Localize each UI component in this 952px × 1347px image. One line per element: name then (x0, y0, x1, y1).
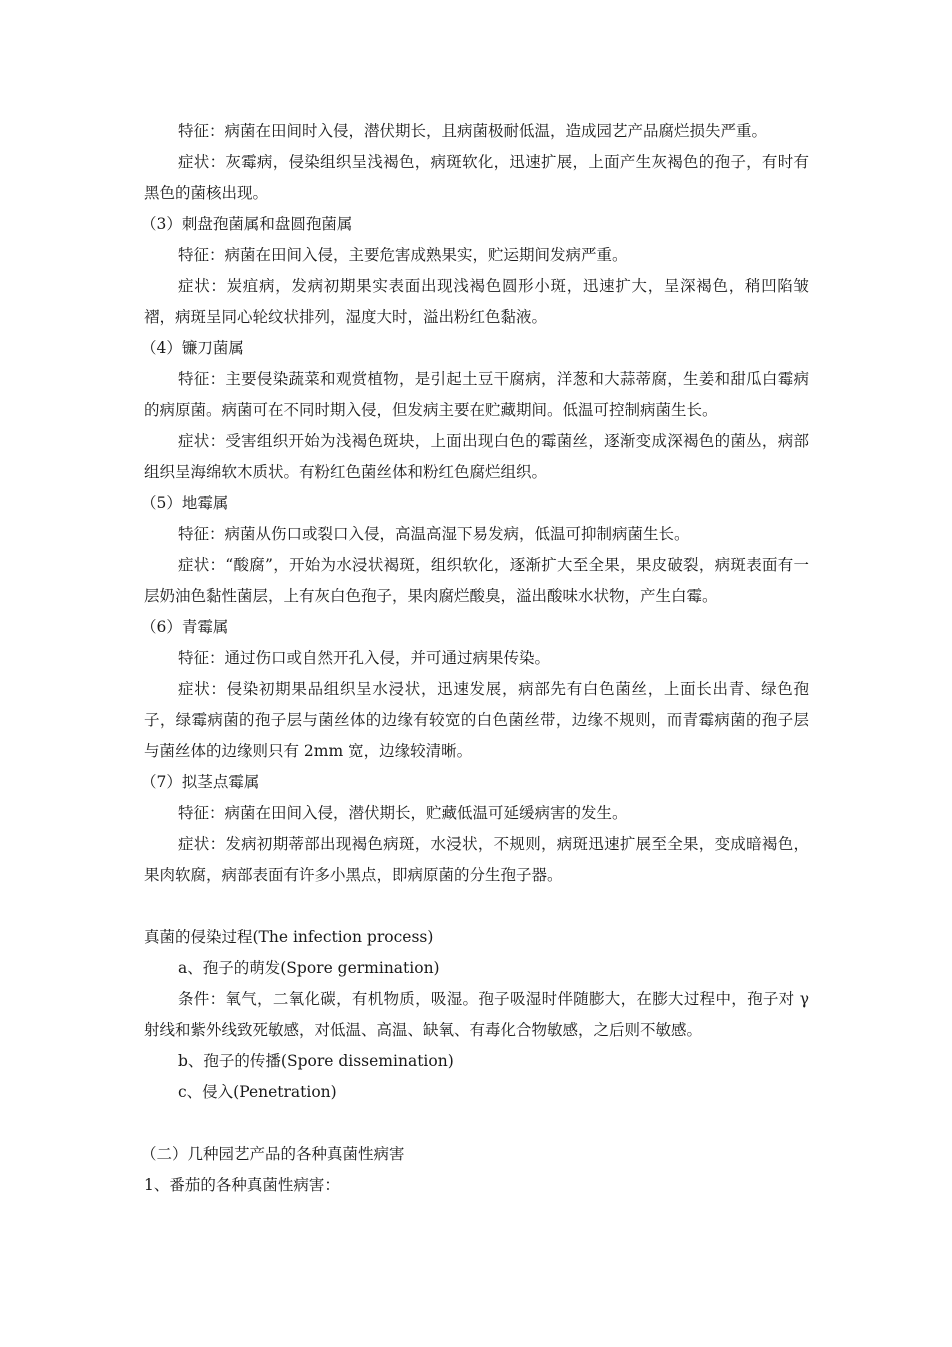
section-heading-penicillium: （6）青霉属 (141, 618, 229, 636)
paragraph-feature-intro: 特征：病菌在田间时入侵，潜伏期长，且病菌极耐低温，造成园艺产品腐烂损失严重。 (178, 122, 768, 140)
section-heading-horticultural-diseases: （二）几种园艺产品的各种真菌性病害 (141, 1145, 405, 1163)
section-heading-fusarium: （4）镰刀菌属 (141, 339, 244, 357)
list-item-penetration: c、侵入(Penetration) (178, 1083, 337, 1101)
paragraph-symptom-penicillium: 症状：侵染初期果品组织呈水浸状，迅速发展，病部先有白色菌丝，上面长出青、绿色孢子，绿霉病菌的孢子层与菌丝体的边缘有较宽的白色菌丝带，边缘不规则，而青霉病菌的孢子层与菌丝体的边缘则只有 2mm 宽，边缘较清晰。 (144, 680, 809, 760)
blank-line (144, 891, 809, 922)
paragraph-feature-geotrichum: 特征：病菌从伤口或裂口入侵，高温高湿下易发病，低温可抑制病菌生长。 (178, 525, 690, 543)
list-item-spore-dissemination: b、孢子的传播(Spore dissemination) (178, 1052, 454, 1070)
blank-line (144, 1108, 809, 1139)
paragraph-germination-conditions: 条件：氧气，二氧化碳，有机物质，吸湿。孢子吸湿时伴随膨大，在膨大过程中，孢子对 γ 射线和紫外线致死敏感，对低温、高温、缺氧、有毒化合物敏感，之后则不敏感。 (144, 990, 809, 1039)
subsection-heading-tomato: 1、番茄的各种真菌性病害： (144, 1176, 340, 1194)
paragraph-symptom-sour-rot: 症状：“酸腐”，开始为水浸状褐斑，组织软化，逐渐扩大至全果，果皮破裂，病斑表面有一层奶油色黏性菌层，上有灰白色孢子，果肉腐烂酸臭，溢出酸味水状物，产生白霉。 (144, 556, 809, 605)
paragraph-feature-phomopsis: 特征：病菌在田间入侵，潜伏期长，贮藏低温可延缓病害的发生。 (178, 804, 628, 822)
list-item-spore-germination: a、孢子的萌发(Spore germination) (178, 959, 440, 977)
paragraph-symptom-anthracnose: 症状：炭疽病，发病初期果实表面出现浅褐色圆形小斑，迅速扩大，呈深褐色，稍凹陷皱褶，病斑呈同心轮纹状排列，湿度大时，溢出粉红色黏液。 (144, 277, 809, 326)
paragraph-feature-fusarium: 特征：主要侵染蔬菜和观赏植物，是引起土豆干腐病，洋葱和大蒜蒂腐，生姜和甜瓜白霉病的病原菌。病菌可在不同时期入侵，但发病主要在贮藏期间。低温可控制病菌生长。 (144, 370, 809, 419)
section-heading-geotrichum: （5）地霉属 (141, 494, 229, 512)
section-heading-infection-process: 真菌的侵染过程(The infection process) (144, 928, 434, 946)
paragraph-symptom-fusarium: 症状：受害组织开始为浅褐色斑块，上面出现白色的霉菌丝，逐渐变成深褐色的菌丛，病部组织呈海绵软木质状。有粉红色菌丝体和粉红色腐烂组织。 (144, 432, 809, 481)
section-heading-colletotrichum: （3）刺盘孢菌属和盘圆孢菌属 (141, 215, 353, 233)
paragraph-feature-penicillium: 特征：通过伤口或自然开孔入侵，并可通过病果传染。 (178, 649, 551, 667)
paragraph-symptom-phomopsis: 症状：发病初期蒂部出现褐色病斑，水浸状，不规则，病斑迅速扩展至全果，变成暗褐色，果肉软腐，病部表面有许多小黑点，即病原菌的分生孢子器。 (144, 835, 809, 884)
paragraph-feature-colletotrichum: 特征：病菌在田间入侵，主要危害成熟果实，贮运期间发病严重。 (178, 246, 628, 264)
paragraph-symptom-gray-mold: 症状：灰霉病，侵染组织呈浅褐色，病斑软化，迅速扩展，上面产生灰褐色的孢子，有时有黑色的菌核出现。 (144, 153, 809, 202)
document-body (141, 116, 809, 1201)
section-heading-phomopsis: （7）拟茎点霉属 (141, 773, 260, 791)
